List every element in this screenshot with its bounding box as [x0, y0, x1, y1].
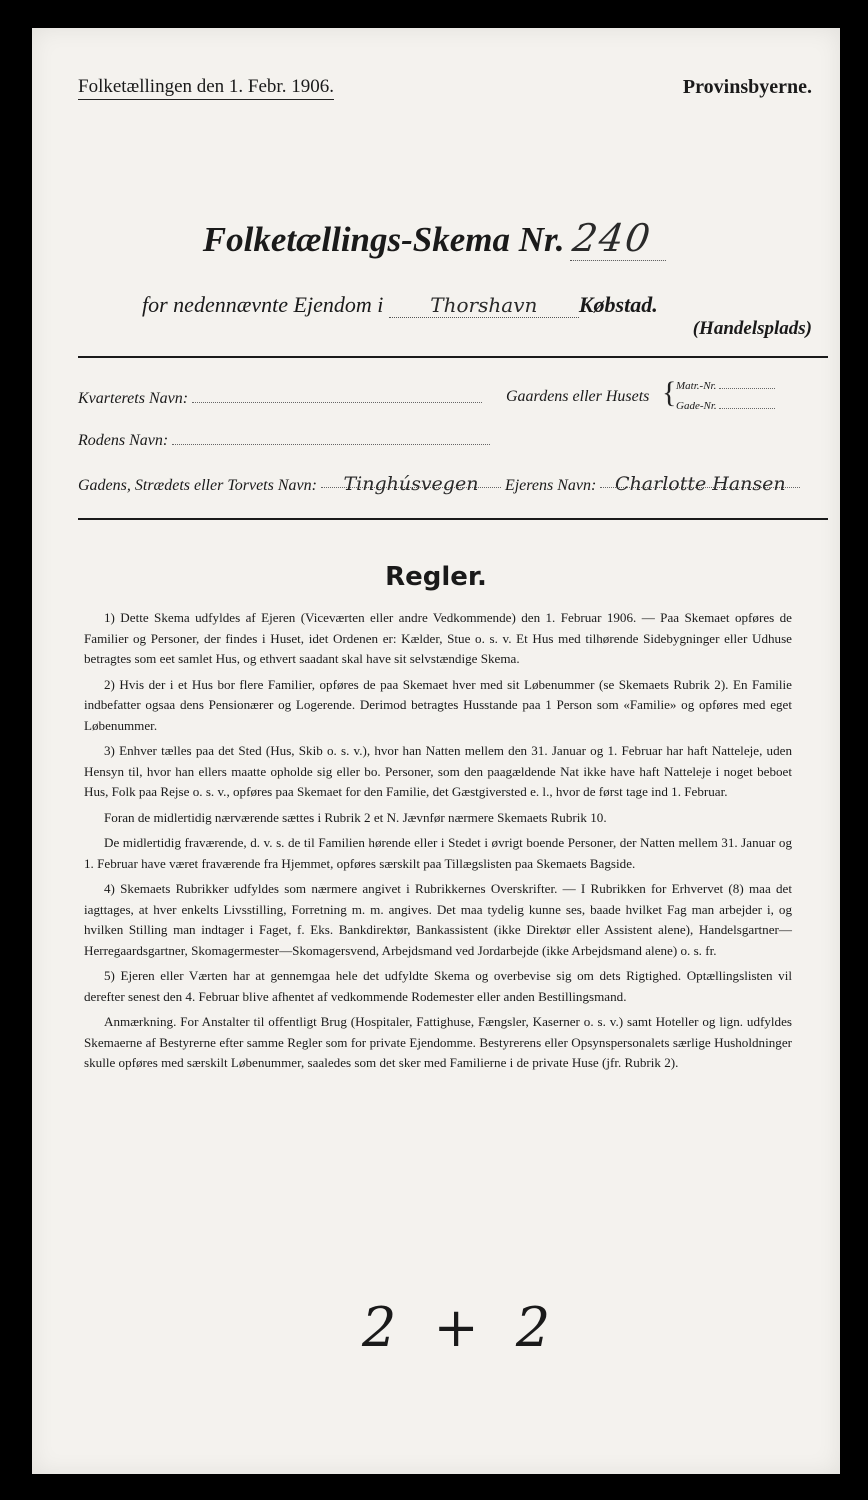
town-name-field: Thorshavn — [389, 293, 579, 318]
brace: { — [662, 376, 677, 409]
rule-paragraph: 2) Hvis der i et Hus bor flere Familier, opføres de paa Skemaet hver med sit Løbenummer (se Skemaets Rubrik 2). En Familie indbefatter ogsaa dens Pensionærer og Logerende. Derimod betragtes Husstande paa 1 Person som «Familie» og opføres med eget Løbenummer. — [84, 676, 792, 733]
quarter-name-field — [192, 388, 482, 403]
gade-nr-field — [719, 399, 775, 409]
schema-number: 240 — [570, 216, 672, 261]
property-sub-label: (Handelsplads) — [692, 318, 812, 339]
rode-name-field — [172, 430, 490, 445]
property-line — [142, 292, 658, 318]
street-row — [78, 473, 800, 495]
handwritten-note: 2 + 2 — [362, 1296, 561, 1359]
rule-paragraph: 4) Skemaets Rubrikker udfyldes som nærmere angivet i Rubrikkernes Overskrifter. — I Rubrikken for Erhvervet (8) maa det iagttages, at hver enkelts Livsstilling, Forretning m. m. angives. Det maa tydelig kunne ses, baade hvilket Fag man arbejder i, og hvilken Stilling man indtager i Faget, f. Eks. Bankdirektør, Bankassistent (ikke Direktør eller Assistent alene), Handelsgartner— Herregaardsgartner, Skomagermester—Skomagersvend, Arbejdsmand ved Jordarbejde (ikke Arbejdsmand alene) o. s. fr. — [84, 881, 792, 958]
region-header: Provinsbyerne. — [682, 76, 812, 98]
rule-paragraph: De midlertidig fraværende, d. v. s. de til Familien hørende eller i Stedet i øvrigt boende Personer, der Natten mellem 31. Januar og 1. Februar have været fraværende fra Hjemmet, opføres særskilt paa Tillægslisten paa Skemaets Bagside. — [84, 835, 792, 871]
house-label: Gaardens eller Husets — [506, 388, 650, 405]
street-label: Gadens, Strædets eller Torvets Navn: — [78, 477, 317, 494]
owner-field: Charlotte Hansen — [600, 473, 800, 488]
form-title — [32, 216, 840, 261]
form-title-text: Folketællings-Skema Nr. — [202, 220, 565, 259]
fields-divider — [78, 518, 828, 520]
rules-heading: Regler. — [385, 562, 487, 592]
matr-label: Matr.-Nr. — [676, 380, 717, 392]
property-suffix: Købstad. — [578, 292, 658, 317]
rule-paragraph: 3) Enhver tælles paa det Sted (Hus, Skib o. s. v.), hvor han Natten mellem den 31. Januar og 1. Februar har haft Natteleje, uden Hensyn til, hvor han ellers maatte opholde sig eller bo. Personer, som den paagældende Nat ikke have haft Natteleje i noget beboet Hus, Folk paa Rejse o. s. v., opføres paa Skemaet for den Familie, det Gæstgiversted e. l., hvor de først tage ind 1. Februar. — [84, 743, 792, 799]
rule-paragraph: 5) Ejeren eller Værten har at gennemgaa hele det udfyldte Skema og overbevise sig om dets Rigtighed. Optællingslisten vil derefter senest den 4. Februar blive afhentet af vedkommende Rodemester eller anden Bestillingsmand. — [84, 968, 792, 1004]
gade-nr-label: Gade-Nr. — [676, 400, 717, 412]
rode-name-row — [78, 430, 490, 450]
census-form-page — [32, 28, 840, 1474]
gade-nr-row — [676, 399, 775, 412]
owner-label: Ejerens Navn: — [504, 477, 597, 494]
top-divider — [78, 356, 828, 358]
remark-paragraph: Anmærkning. For Anstalter til offentligt Brug (Hospitaler, Fattighuse, Fængsler, Kaserner o. s. v.) samt Hoteller og lign. udfyldes Skemaerne af Bestyrerne efter samme Regler som for private Ejendomme. Bestyrerens eller Opsynspersonalets særlige Husholdninger skulle opføres med særskilt Løbenummer, saaledes som det sker med Familierne i de private Huse (jfr. Rubrik 2). — [84, 1014, 792, 1070]
street-field: Tinghúsvegen — [321, 473, 501, 488]
quarter-name-label: Kvarterets Navn: — [78, 390, 189, 407]
rode-name-label: Rodens Navn: — [78, 432, 169, 449]
matr-row — [676, 379, 775, 392]
matr-field — [719, 379, 775, 389]
quarter-name-row — [78, 388, 482, 408]
rule-paragraph: Foran de midlertidig nærværende sættes i Rubrik 2 et N. Jævnfør nærmere Skemaets Rubrik 10. — [104, 809, 607, 825]
census-date-header: Folketællingen den 1. Febr. 1906. — [78, 76, 334, 100]
rule-paragraph: 1) Dette Skema udfyldes af Ejeren (Viceværten eller andre Vedkommende) den 1. Februar 1906. — Paa Skemaet opføres de Familier og Personer, der findes i Huset, idet Ordenen er: Kælder, Stue o. s. v. Et Hus med tilhørende Sidebygninger eller Udhuse betragtes som eet samlet Hus, og ethvert saadant skal have sit selvstændige Skema. — [84, 610, 792, 666]
property-prefix: for nedennævnte Ejendom i — [142, 292, 384, 317]
rules-body — [84, 608, 792, 1079]
